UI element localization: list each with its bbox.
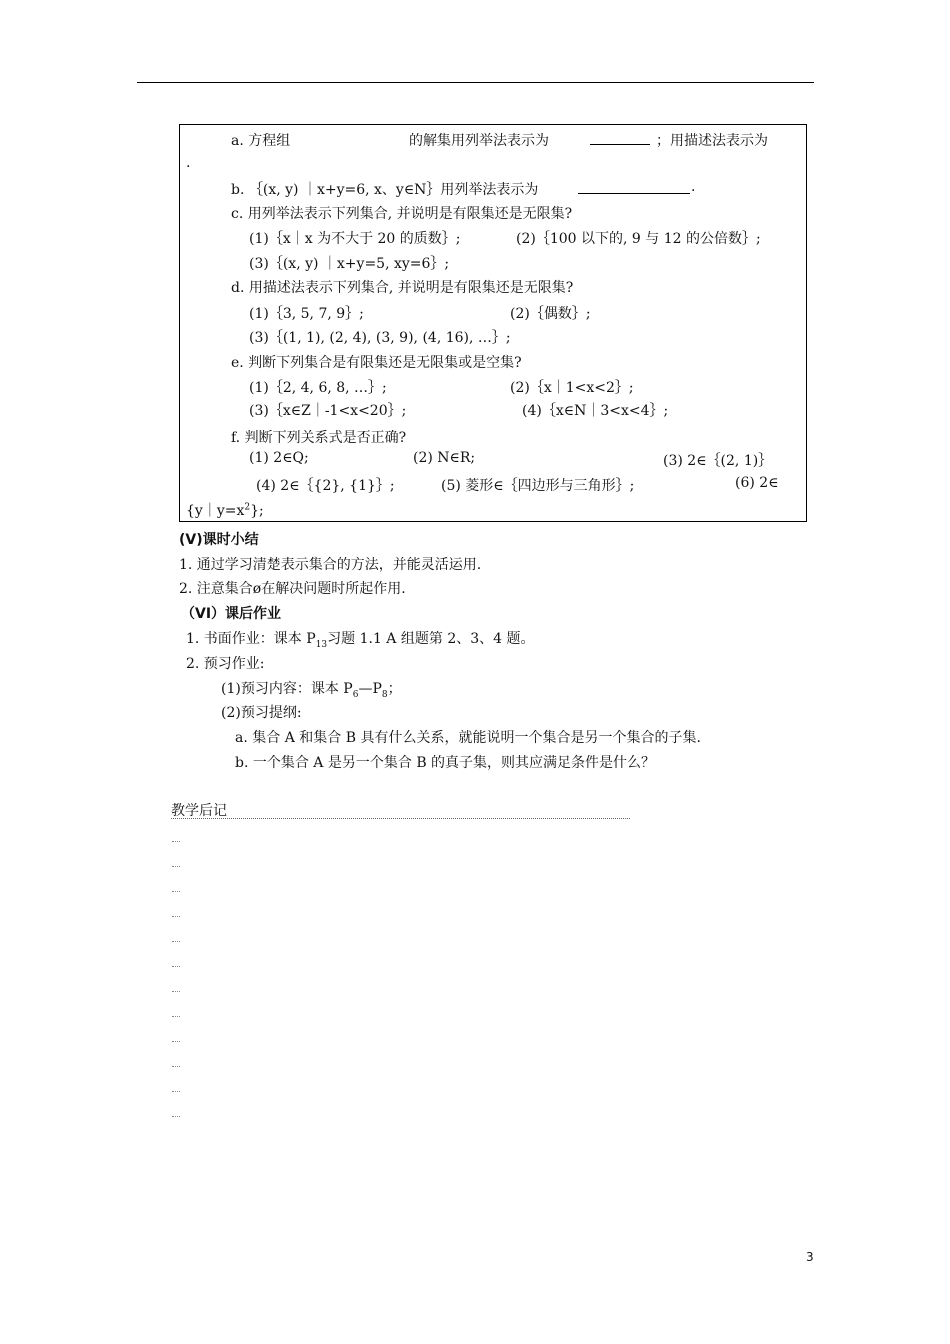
writing-line [172,1091,180,1092]
exercise-b: b. ｛(x, y) ｜x+y=6, x、y∈N｝用列举法表示为 [231,182,539,198]
homework-heading: （VI）课后作业 [181,606,282,622]
header-rule [137,82,814,83]
exercise-d-2: (2)｛偶数｝; [510,306,591,322]
exercise-e-1: (1)｛2, 4, 6, 8, …｝; [249,380,387,396]
writing-line [172,991,180,992]
exercise-e-title: e. 判断下列集合是有限集还是无限集或是空集? [231,355,522,371]
page-number: 3 [806,1250,814,1264]
exercise-c-title: c. 用列举法表示下列集合, 并说明是有限集还是无限集? [231,206,573,222]
exercise-a-prefix: a. 方程组 [231,133,291,149]
writing-line [172,916,180,917]
exercise-f-4: (4) 2∈｛{2}, {1}｝; [256,478,395,494]
exercise-f-title: f. 判断下列关系式是否正确? [231,430,407,446]
writing-line [172,866,180,867]
exercise-a-cont: . [186,155,191,171]
writing-line [172,891,180,892]
summary-heading: (V)课时小结 [179,532,259,548]
homework-item-1: 1. 书面作业：课本 $P_{13}$习题 1.1 A 组题第 2、3、4 题。 [186,631,535,650]
exercise-d-1: (1)｛3, 5, 7, 9｝; [249,306,364,322]
summary-item-2: 2. 注意集合ø在解决问题时所起作用. [179,581,406,597]
writing-line [172,966,180,967]
exercise-f-6-cont: $\{y|y=x^2\}$; [186,502,264,519]
exercise-a-mid: 的解集用列举法表示为 [409,133,549,149]
exercise-f-3: (3) 2∈｛(2, 1)｝ [663,453,773,469]
writing-line [172,841,180,842]
homework-sub-2-a: a. 集合 A 和集合 B 具有什么关系，就能说明一个集合是另一个集合的子集. [235,730,701,746]
homework-sub-1: (1)预习内容：课本 $P_6—P_8$； [221,681,402,700]
exercise-f-1: (1) 2∈Q; [249,450,309,466]
homework-sub-2-b: b. 一个集合 A 是另一个集合 B 的真子集，则其应满足条件是什么？ [235,755,656,771]
exercise-e-3: (3)｛x∈Z｜-1<x<20｝; [249,403,407,419]
exercise-d-3: (3)｛(1, 1), (2, 4), (3, 9), (4, 16), …｝; [249,330,511,346]
exercise-b-blank [578,179,690,198]
exercise-e-2: (2)｛x｜1<x<2｝; [510,380,634,396]
exercise-f-6: (6) 2∈ [735,475,779,491]
writing-line [172,1066,180,1067]
exercise-f-5: (5) 菱形∈｛四边形与三角形｝; [441,478,635,494]
exercise-c-3: (3)｛(x, y) ｜x+y=5, xy=6｝; [249,256,450,272]
exercise-a-end: ；用描述法表示为 [656,133,768,149]
exercise-d-title: d. 用描述法表示下列集合, 并说明是有限集还是无限集? [231,280,574,296]
exercise-b-end: . [691,179,696,195]
exercise-c-1: (1)｛x｜x 为不大于 20 的质数｝; [249,231,461,247]
writing-line [172,1041,180,1042]
exercise-a-blank-1 [590,130,650,149]
writing-line [172,1016,180,1017]
exercise-e-4: (4)｛x∈N｜3<x<4｝; [522,403,669,419]
homework-sub-2: (2)预习提纲: [221,705,302,721]
summary-item-1: 1. 通过学习清楚表示集合的方法，并能灵活运用. [179,557,482,573]
homework-item-2: 2. 预习作业: [186,656,265,672]
postscript-rule [171,818,630,819]
writing-line [172,941,180,942]
writing-line [172,1116,180,1117]
exercise-c-2: (2)｛100 以下的, 9 与 12 的公倍数｝; [516,231,761,247]
exercise-f-2: (2) N∈R; [413,450,476,466]
postscript-label: 教学后记 [171,803,227,819]
